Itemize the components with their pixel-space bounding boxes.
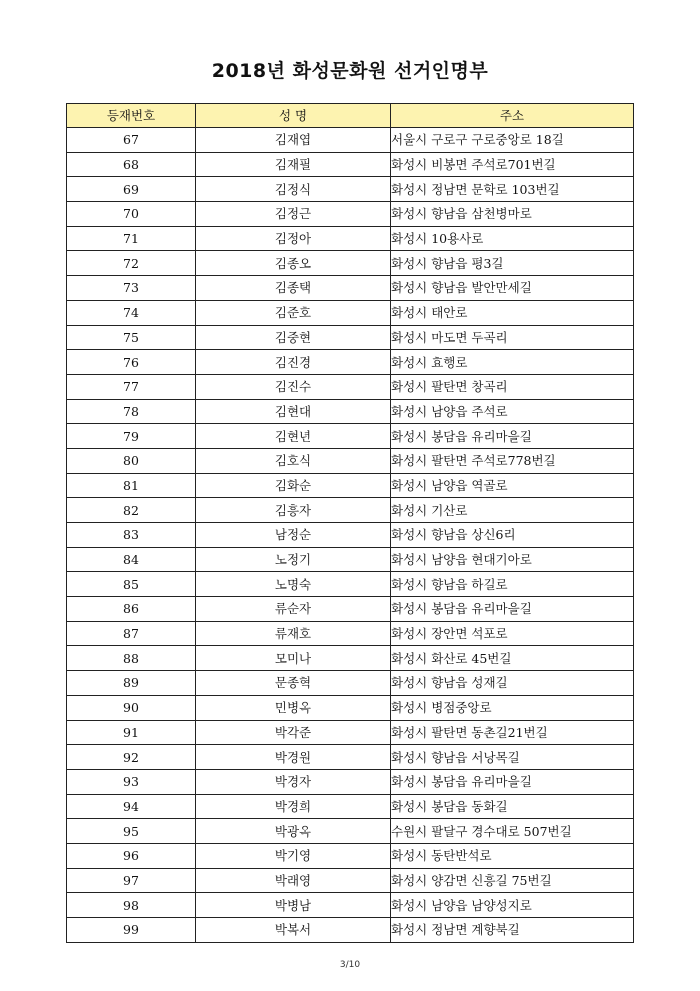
registration-number-cell: 87: [67, 621, 196, 646]
table-row: [67, 819, 634, 844]
table-row: [67, 177, 634, 202]
registration-number-cell: 90: [67, 695, 196, 720]
table-row: [67, 300, 634, 325]
table-row: [67, 893, 634, 918]
name-cell: 류순자: [196, 597, 391, 622]
table-row: [67, 523, 634, 548]
address-cell: 화성시 향남읍 하길로: [391, 572, 634, 597]
name-cell: 박병남: [196, 893, 391, 918]
registration-number-cell: 96: [67, 843, 196, 868]
name-cell: 김진경: [196, 350, 391, 375]
name-cell: 모미나: [196, 646, 391, 671]
table-row: [67, 843, 634, 868]
name-cell: 박경자: [196, 769, 391, 794]
address-cell: 화성시 장안면 석포로: [391, 621, 634, 646]
registration-number-cell: 89: [67, 671, 196, 696]
registration-number-cell: 83: [67, 523, 196, 548]
table-row: [67, 868, 634, 893]
registration-number-cell: 95: [67, 819, 196, 844]
name-cell: 박광옥: [196, 819, 391, 844]
table-row: [67, 720, 634, 745]
name-cell: 김정아: [196, 226, 391, 251]
voter-roster-table: [66, 103, 634, 943]
table-body: [67, 128, 634, 943]
table-row: [67, 374, 634, 399]
table-row: [67, 621, 634, 646]
name-cell: 김재엽: [196, 128, 391, 153]
name-cell: 김화순: [196, 473, 391, 498]
name-cell: 문종혁: [196, 671, 391, 696]
registration-number-cell: 77: [67, 374, 196, 399]
address-cell: 화성시 병점중앙로: [391, 695, 634, 720]
address-cell: 화성시 마도면 두곡리: [391, 325, 634, 350]
registration-number-cell: 75: [67, 325, 196, 350]
table-row: [67, 350, 634, 375]
name-cell: 박래영: [196, 868, 391, 893]
name-cell: 김진수: [196, 374, 391, 399]
address-cell: 화성시 향남읍 서낭목길: [391, 745, 634, 770]
table-row: [67, 399, 634, 424]
registration-number-cell: 81: [67, 473, 196, 498]
table-row: [67, 547, 634, 572]
header-name: 성 명: [196, 104, 391, 128]
registration-number-cell: 99: [67, 918, 196, 943]
registration-number-cell: 70: [67, 202, 196, 227]
table-row: [67, 202, 634, 227]
name-cell: 김흥자: [196, 498, 391, 523]
address-cell: 화성시 10용사로: [391, 226, 634, 251]
name-cell: 류재호: [196, 621, 391, 646]
name-cell: 노정기: [196, 547, 391, 572]
address-cell: 화성시 향남읍 발안만세길: [391, 276, 634, 301]
name-cell: 박경원: [196, 745, 391, 770]
table-row: [67, 597, 634, 622]
registration-number-cell: 73: [67, 276, 196, 301]
table-row: [67, 745, 634, 770]
address-cell: 화성시 향남읍 평3길: [391, 251, 634, 276]
registration-number-cell: 94: [67, 794, 196, 819]
table-row: [67, 251, 634, 276]
address-cell: 화성시 기산로: [391, 498, 634, 523]
address-cell: 화성시 팔탄면 창곡리: [391, 374, 634, 399]
page-title: 2018년 화성문화원 선거인명부: [211, 60, 489, 82]
address-cell: 화성시 화산로 45번길: [391, 646, 634, 671]
registration-number-cell: 74: [67, 300, 196, 325]
name-cell: 김호식: [196, 448, 391, 473]
name-cell: 김종택: [196, 276, 391, 301]
registration-number-cell: 80: [67, 448, 196, 473]
address-cell: 화성시 팔탄면 동촌길21번길: [391, 720, 634, 745]
name-cell: 김재필: [196, 152, 391, 177]
name-cell: 김중현: [196, 325, 391, 350]
address-cell: 화성시 정남면 문학로 103번길: [391, 177, 634, 202]
table-row: [67, 572, 634, 597]
table-row: [67, 498, 634, 523]
address-cell: 수원시 팔달구 경수대로 507번길: [391, 819, 634, 844]
table-row: [67, 695, 634, 720]
registration-number-cell: 86: [67, 597, 196, 622]
name-cell: 김현대: [196, 399, 391, 424]
table-row: [67, 769, 634, 794]
table-row: [67, 918, 634, 943]
table-row: [67, 226, 634, 251]
name-cell: 박각준: [196, 720, 391, 745]
address-cell: 화성시 남양읍 주석로: [391, 399, 634, 424]
table-row: [67, 424, 634, 449]
address-cell: 화성시 비봉면 주석로701번길: [391, 152, 634, 177]
registration-number-cell: 67: [67, 128, 196, 153]
address-cell: 화성시 남양읍 남양성지로: [391, 893, 634, 918]
registration-number-cell: 85: [67, 572, 196, 597]
registration-number-cell: 93: [67, 769, 196, 794]
address-cell: 화성시 남양읍 현대기아로: [391, 547, 634, 572]
table-row: [67, 325, 634, 350]
name-cell: 노명숙: [196, 572, 391, 597]
address-cell: 화성시 봉담읍 유리마을길: [391, 597, 634, 622]
name-cell: 김종오: [196, 251, 391, 276]
address-cell: 화성시 봉담읍 유리마을길: [391, 424, 634, 449]
address-cell: 화성시 태안로: [391, 300, 634, 325]
address-cell: 화성시 봉담읍 유리마을길: [391, 769, 634, 794]
table-row: [67, 276, 634, 301]
address-cell: 화성시 향남읍 성재길: [391, 671, 634, 696]
header-address: 주소: [391, 104, 634, 128]
name-cell: 김정근: [196, 202, 391, 227]
registration-number-cell: 82: [67, 498, 196, 523]
table-row: [67, 671, 634, 696]
address-cell: 화성시 효행로: [391, 350, 634, 375]
name-cell: 박기영: [196, 843, 391, 868]
registration-number-cell: 72: [67, 251, 196, 276]
table-row: [67, 152, 634, 177]
address-cell: 화성시 팔탄면 주석로778번길: [391, 448, 634, 473]
name-cell: 남정순: [196, 523, 391, 548]
table-row: [67, 473, 634, 498]
registration-number-cell: 91: [67, 720, 196, 745]
name-cell: 민병옥: [196, 695, 391, 720]
registration-number-cell: 68: [67, 152, 196, 177]
name-cell: 박경희: [196, 794, 391, 819]
name-cell: 박복서: [196, 918, 391, 943]
table-row: [67, 128, 634, 153]
address-cell: 화성시 남양읍 역골로: [391, 473, 634, 498]
address-cell: 화성시 정남면 계향북길: [391, 918, 634, 943]
address-cell: 화성시 향남읍 삼천병마로: [391, 202, 634, 227]
registration-number-cell: 92: [67, 745, 196, 770]
table-row: [67, 794, 634, 819]
page-number: 3/10: [339, 960, 361, 970]
name-cell: 김현년: [196, 424, 391, 449]
name-cell: 김정식: [196, 177, 391, 202]
registration-number-cell: 79: [67, 424, 196, 449]
registration-number-cell: 88: [67, 646, 196, 671]
table-row: [67, 646, 634, 671]
table-header-row: [67, 104, 634, 128]
address-cell: 화성시 동탄반석로: [391, 843, 634, 868]
registration-number-cell: 76: [67, 350, 196, 375]
registration-number-cell: 84: [67, 547, 196, 572]
registration-number-cell: 69: [67, 177, 196, 202]
registration-number-cell: 78: [67, 399, 196, 424]
address-cell: 화성시 향남읍 상신6리: [391, 523, 634, 548]
address-cell: 화성시 양감면 신흥길 75번길: [391, 868, 634, 893]
address-cell: 서울시 구로구 구로중앙로 18길: [391, 128, 634, 153]
registration-number-cell: 97: [67, 868, 196, 893]
name-cell: 김준호: [196, 300, 391, 325]
header-registration-number: 등재번호: [67, 104, 196, 128]
address-cell: 화성시 봉담읍 동화길: [391, 794, 634, 819]
registration-number-cell: 71: [67, 226, 196, 251]
table-row: [67, 448, 634, 473]
registration-number-cell: 98: [67, 893, 196, 918]
